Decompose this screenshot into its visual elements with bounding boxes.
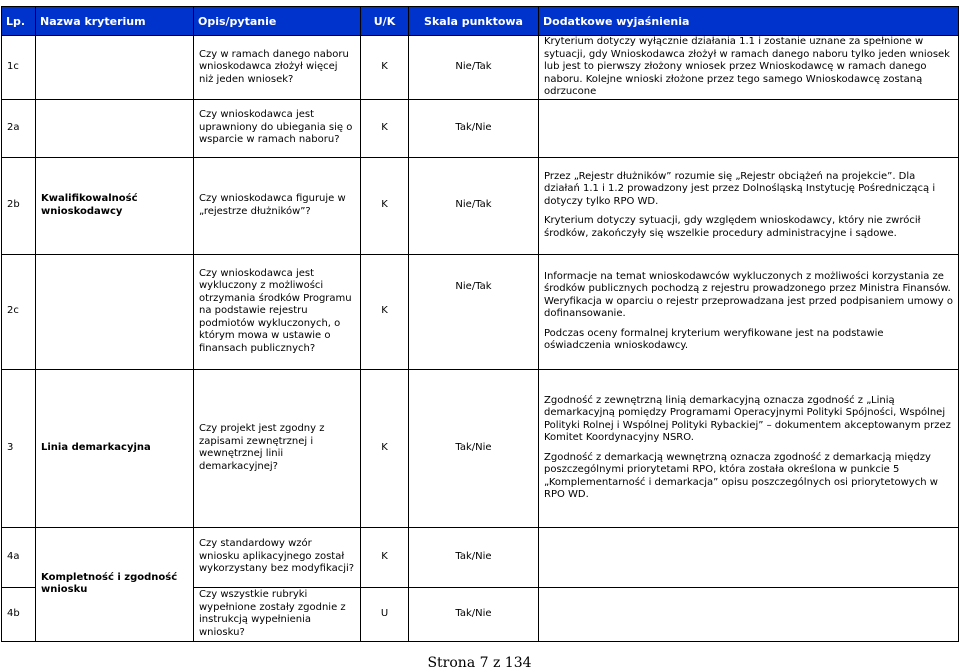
criterion-scale: Nie/Tak	[409, 254, 539, 369]
explanation-paragraph: Podczas oceny formalnej kryterium weryfikowane jest na podstawie oświadczenia wnioskodawcy.	[544, 327, 884, 351]
table-header-row	[2, 7, 959, 36]
row-lp: 4a	[2, 527, 36, 587]
criterion-name	[36, 36, 194, 100]
explanation-paragraph: Zgodność z demarkacją wewnętrzną oznacza zgodność z demarkacją między poszczególnymi priorytetami RPO, która została określona w punkcie 5 „Komplementarność i demarkacja” opisu poszczególnych osi priorytetowych w RPO WD.	[544, 451, 938, 500]
criterion-uk: K	[361, 36, 409, 100]
header-explanations: Dodatkowe wyjaśnienia	[539, 7, 959, 36]
criterion-question: Czy wnioskodawca jest uprawniony do ubiegania się o wsparcie w ramach naboru?	[194, 99, 361, 157]
criterion-explanation	[539, 36, 959, 100]
criterion-explanation	[539, 99, 959, 157]
criterion-explanation	[539, 587, 959, 641]
criterion-question: Czy w ramach danego naboru wnioskodawca złożył więcej niż jeden wniosek?	[194, 36, 361, 100]
criterion-uk: K	[361, 157, 409, 254]
criterion-name: Kompletność i zgodność wniosku	[36, 527, 194, 641]
header-scale: Skala punktowa	[409, 7, 539, 36]
criterion-question: Czy projekt jest zgodny z zapisami zewnętrznej i wewnętrznej linii demarkacyjnej?	[194, 369, 361, 527]
criterion-explanation	[539, 157, 959, 254]
criterion-scale: Nie/Tak	[409, 157, 539, 254]
header-question: Opis/pytanie	[194, 7, 361, 36]
header-uk: U/K	[361, 7, 409, 36]
criterion-uk: K	[361, 99, 409, 157]
header-criterion-name: Nazwa kryterium	[36, 7, 194, 36]
criterion-question: Czy wnioskodawca jest wykluczony z możliwości otrzymania środków Programu na podstawie rejestru podmiotów wykluczonych, o którym mowa w ustawie o finansach publicznych?	[194, 254, 361, 369]
criterion-explanation	[539, 254, 959, 369]
criterion-question: Czy wnioskodawca figuruje w „rejestrze dłużników”?	[194, 157, 361, 254]
row-lp: 4b	[2, 587, 36, 641]
explanation-paragraph: Zgodność z zewnętrzną linią demarkacyjną oznacza zgodność z „Linią demarkacyjną pomiędzy Programami Operacyjnymi Polityki Spójności, Wspólnej Polityki Rolnej i Wspólnej Polityki Rybackiej” – dokumentem akceptowanym przez Komitet Koordynacyjny NSRO.	[544, 394, 951, 443]
explanation-paragraph: Informacje na temat wnioskodawców wykluczonych z możliwości korzystania ze środków publicznych pochodzą z rejestru prowadzonego przez Ministra Finansów. Weryfikacja w oparciu o rejestr przeprowadzana jest przed podpisaniem umowy o dofinansowanie.	[544, 270, 954, 319]
criterion-scale: Tak/Nie	[409, 369, 539, 527]
table-row	[2, 157, 959, 254]
criterion-name: Linia demarkacyjna	[36, 369, 194, 527]
criterion-uk: K	[361, 527, 409, 587]
criterion-name: Kwalifikowalność wnioskodawcy	[36, 157, 194, 254]
explanation-paragraph: Przez „Rejestr dłużników” rozumie się „Rejestr obciążeń na projekcie”. Dla działań 1.1 i 1.2 prowadzony jest przez Dolnośląską Instytucję Pośredniczącą i dotyczy tylko RPO WD.	[544, 170, 936, 207]
criterion-uk: K	[361, 369, 409, 527]
explanation-paragraph: Kryterium dotyczy sytuacji, gdy względem wnioskodawcy, który nie zwrócił środków, zakończyły się wszelkie procedury administracyjne i sądowe.	[544, 215, 921, 239]
table-row	[2, 254, 959, 369]
criterion-question: Czy standardowy wzór wniosku aplikacyjnego został wykorzystany bez modyfikacji?	[194, 527, 361, 587]
table-row	[2, 527, 959, 587]
criteria-table	[1, 6, 959, 642]
page-number: Strona 7 z 134	[427, 655, 532, 671]
explanation-paragraph: Kryterium dotyczy wyłącznie działania 1.1 i zostanie uznane za spełnione w sytuacji, gdy Wnioskodawca złożył w ramach danego naboru tylko jeden wniosek lub jest to pierwszy złożony wniosek przez Wnioskodawcę w ramach danego naboru. Kolejne wnioski złożone przez tego samego Wnioskodawcę zostaną odrzucone	[544, 36, 950, 97]
row-lp: 1c	[2, 36, 36, 100]
table-row	[2, 99, 959, 157]
row-lp: 2a	[2, 99, 36, 157]
row-lp: 2b	[2, 157, 36, 254]
criterion-name	[36, 99, 194, 157]
criterion-uk: K	[361, 254, 409, 369]
row-lp: 2c	[2, 254, 36, 369]
table-row	[2, 369, 959, 527]
table-row	[2, 36, 959, 100]
criterion-name	[36, 254, 194, 369]
header-lp: Lp.	[2, 7, 36, 36]
criterion-scale: Tak/Nie	[409, 587, 539, 641]
criterion-scale: Tak/Nie	[409, 99, 539, 157]
criterion-uk: U	[361, 587, 409, 641]
criterion-scale: Tak/Nie	[409, 527, 539, 587]
row-lp: 3	[2, 369, 36, 527]
criterion-explanation	[539, 527, 959, 587]
criterion-scale: Nie/Tak	[409, 36, 539, 100]
criterion-question: Czy wszystkie rubryki wypełnione zostały zgodnie z instrukcją wypełnienia wniosku?	[194, 587, 361, 641]
criterion-explanation	[539, 369, 959, 527]
